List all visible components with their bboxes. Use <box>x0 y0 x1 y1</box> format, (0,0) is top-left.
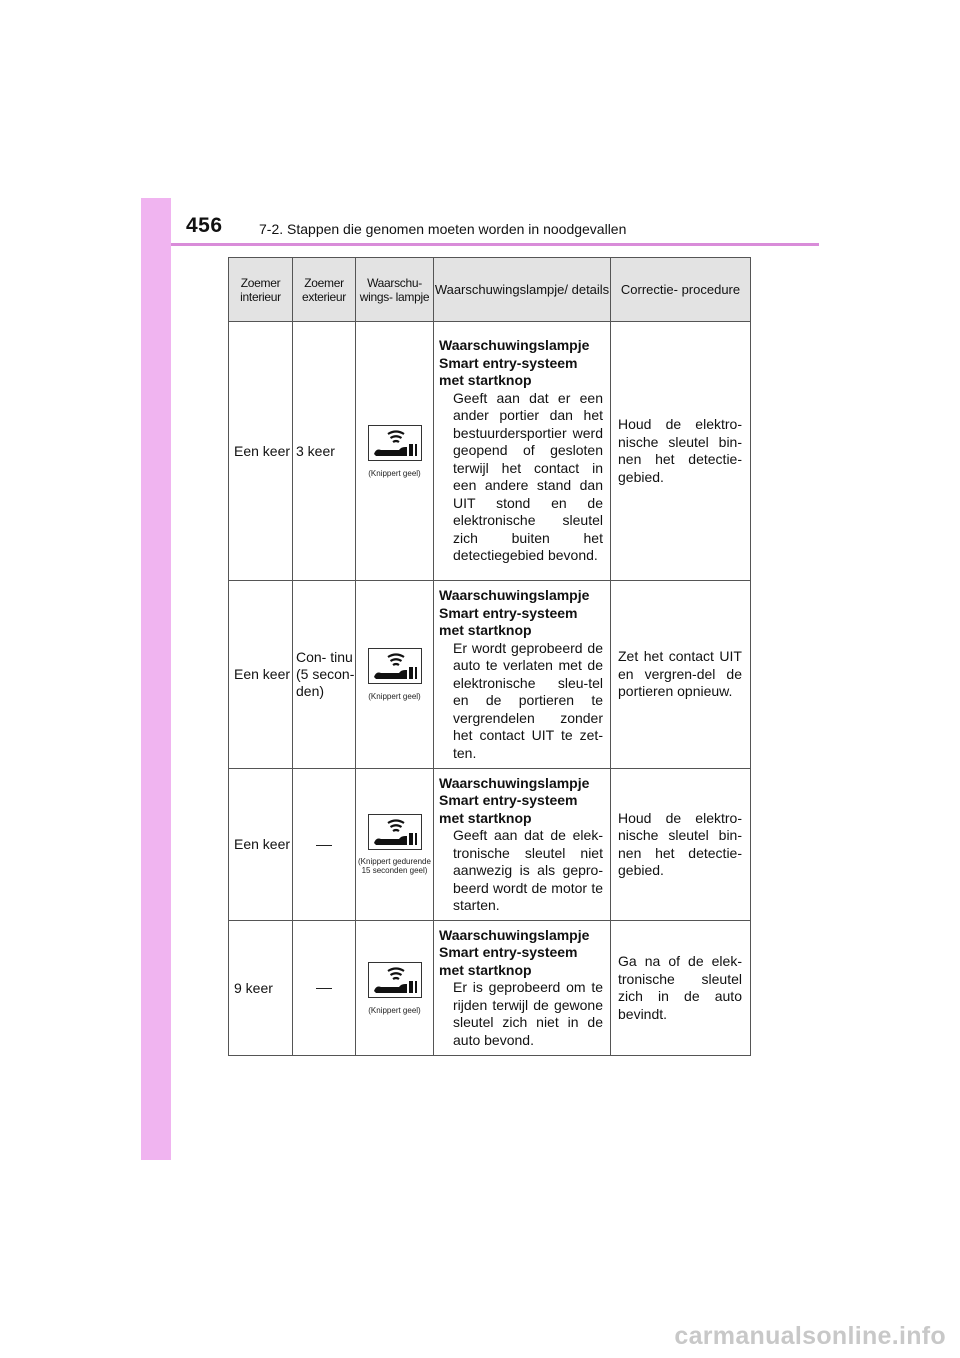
exterior-buzzer-cell <box>293 769 356 921</box>
warning-light-caption: (Knippert gedurende 15 seconden geel) <box>358 857 431 875</box>
warning-description: Geeft aan dat de elek-tronische sleutel niet aanwezig is als gepro-beerd wordt de motor te starten. <box>453 827 603 913</box>
page-number: 456 <box>186 214 223 237</box>
table-row <box>229 581 751 769</box>
warning-light-cell <box>356 921 434 1056</box>
warning-light-name: Waarschuwingslampje Smart entry-systeem met startknop <box>439 774 590 826</box>
details-cell <box>434 921 611 1056</box>
warning-description: Er is geprobeerd om te rijden terwijl de gewone sleutel zich niet in de auto bevond. <box>453 979 603 1048</box>
watermark: carmanualsonline.info <box>674 1322 946 1350</box>
correction-procedure-cell: Houd de elektro-nische sleutel bin-nen het detectie-gebied. <box>611 769 751 921</box>
exterior-buzzer-cell <box>293 921 356 1056</box>
warning-light-cell <box>356 581 434 769</box>
warning-light-caption: (Knippert geel) <box>368 1005 421 1015</box>
interior-buzzer-cell: Een keer <box>229 769 293 921</box>
table-row <box>229 769 751 921</box>
col-header-correction: Correctie- procedure <box>611 258 751 322</box>
correction-procedure-cell: Houd de elektro-nische sleutel bin-nen het detectie-gebied. <box>611 322 751 581</box>
warning-description: Er wordt geprobeerd de auto te verlaten met de elektronische sleu-tel en de portieren te vergrendelen zonder het contact UIT te zet-ten. <box>453 639 603 761</box>
header-divider <box>171 243 819 246</box>
warning-light-name: Waarschuwingslampje Smart entry-systeem met startknop <box>439 926 590 978</box>
exterior-buzzer-cell: 3 keer <box>293 322 356 581</box>
table-row <box>229 921 751 1056</box>
no-buzzer-dash <box>316 988 332 989</box>
warning-description: Geeft aan dat er een ander portier dan het bestuurdersportier werd geopend of gesloten terwijl het contact in een andere stand dan UIT stond en de elektronische sleutel zich buiten het detectiegebied bevond. <box>453 389 603 564</box>
warning-light-name: Waarschuwingslampje Smart entry-systeem met startknop <box>439 587 590 638</box>
no-buzzer-dash <box>316 845 332 846</box>
interior-buzzer-cell: Een keer <box>229 581 293 769</box>
interior-buzzer-cell: Een keer <box>229 322 293 581</box>
smart-key-warning-icon <box>368 962 422 998</box>
section-side-tab <box>141 198 171 1160</box>
warning-light-cell <box>356 322 434 581</box>
smart-key-warning-icon <box>368 648 422 684</box>
exterior-buzzer-cell: Con- tinu (5 secon- den) <box>293 581 356 769</box>
warning-light-cell <box>356 769 434 921</box>
warning-light-caption: (Knippert geel) <box>368 468 421 478</box>
section-title: 7-2. Stappen die genomen moeten worden in noodgevallen <box>259 221 627 237</box>
details-cell <box>434 769 611 921</box>
smart-key-warning-icon <box>368 814 422 850</box>
correction-procedure-cell: Zet het contact UIT en vergren-del de portieren opnieuw. <box>611 581 751 769</box>
warning-light-name: Waarschuwingslampje Smart entry-systeem met startknop <box>439 337 590 389</box>
table-row <box>229 322 751 581</box>
col-header-warning-light: Waarschu- wings- lampje <box>356 258 434 322</box>
col-header-details: Waarschuwingslampje/ details <box>434 258 611 322</box>
col-header-exterior-buzzer: Zoemer exterieur <box>293 258 356 322</box>
warning-light-caption: (Knippert geel) <box>368 692 421 701</box>
warning-table <box>228 257 751 1056</box>
correction-procedure-cell: Ga na of de elek-tronische sleutel zich in de auto bevindt. <box>611 921 751 1056</box>
details-cell <box>434 322 611 581</box>
smart-key-warning-icon <box>368 425 422 461</box>
details-cell <box>434 581 611 769</box>
table-header-row <box>229 258 751 322</box>
interior-buzzer-cell: 9 keer <box>229 921 293 1056</box>
col-header-interior-buzzer: Zoemer interieur <box>229 258 293 322</box>
